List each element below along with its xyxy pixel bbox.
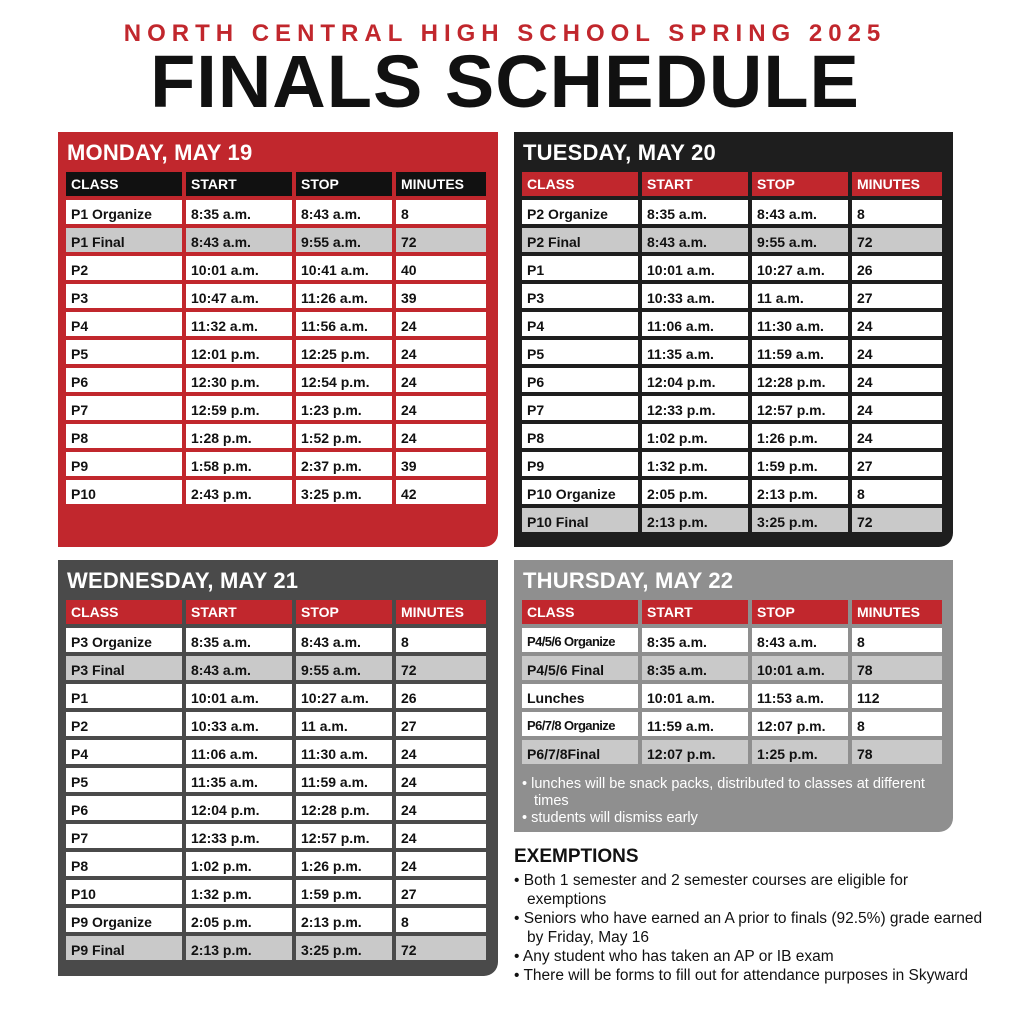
cell-class: P10 Organize <box>522 480 638 504</box>
cell-minutes: 72 <box>396 936 486 960</box>
cell-start: 11:35 a.m. <box>186 768 292 792</box>
cell-class: P4/5/6 Final <box>522 656 638 680</box>
cell-start: 10:33 a.m. <box>186 712 292 736</box>
cell-start: 11:35 a.m. <box>642 340 748 364</box>
cell-minutes: 24 <box>852 340 942 364</box>
cell-class: P7 <box>66 396 182 420</box>
cell-start: 8:43 a.m. <box>186 228 292 252</box>
cell-class: P8 <box>66 852 182 876</box>
column-header-start: START <box>186 600 292 624</box>
day-title: TUESDAY, MAY 20 <box>523 140 716 165</box>
cell-class: P10 <box>66 480 182 504</box>
cell-minutes: 39 <box>396 452 486 476</box>
cell-minutes: 8 <box>852 480 942 504</box>
cell-minutes: 42 <box>396 480 486 504</box>
cell-start: 8:35 a.m. <box>186 200 292 224</box>
cell-start: 10:01 a.m. <box>186 256 292 280</box>
exemption-item: • Any student who has taken an AP or IB exam <box>514 948 834 965</box>
cell-class: P1 <box>522 256 638 280</box>
cell-class: P10 Final <box>522 508 638 532</box>
cell-stop: 11 a.m. <box>296 712 392 736</box>
cell-start: 2:05 p.m. <box>186 908 292 932</box>
tuesday-panel <box>514 132 953 547</box>
column-header-start: START <box>186 172 292 196</box>
cell-minutes: 27 <box>852 284 942 308</box>
column-header-minutes: MINUTES <box>852 600 942 624</box>
cell-minutes: 72 <box>852 508 942 532</box>
cell-minutes: 8 <box>396 908 486 932</box>
column-header-minutes: MINUTES <box>396 172 486 196</box>
wednesday-panel <box>58 560 498 976</box>
column-header-class: CLASS <box>522 172 638 196</box>
day-title: MONDAY, MAY 19 <box>67 140 253 165</box>
cell-stop: 11:53 a.m. <box>752 684 848 708</box>
cell-minutes: 24 <box>396 312 486 336</box>
cell-stop: 1:23 p.m. <box>296 396 392 420</box>
column-header-stop: STOP <box>296 600 392 624</box>
cell-minutes: 40 <box>396 256 486 280</box>
column-header-start: START <box>642 172 748 196</box>
cell-stop: 10:27 a.m. <box>296 684 392 708</box>
exemption-item: • Seniors who have earned an A prior to finals (92.5%) grade earned by Friday, May 16 <box>514 910 983 946</box>
cell-start: 12:33 p.m. <box>186 824 292 848</box>
cell-stop: 10:01 a.m. <box>752 656 848 680</box>
cell-stop: 10:27 a.m. <box>752 256 848 280</box>
cell-start: 8:35 a.m. <box>642 628 748 652</box>
cell-class: P6 <box>66 368 182 392</box>
cell-start: 11:06 a.m. <box>642 312 748 336</box>
cell-class: P1 <box>66 684 182 708</box>
cell-stop: 11:30 a.m. <box>752 312 848 336</box>
cell-class: P4/5/6 Organize <box>522 628 638 652</box>
cell-stop: 8:43 a.m. <box>752 200 848 224</box>
cell-start: 12:07 p.m. <box>642 740 748 764</box>
cell-stop: 11:56 a.m. <box>296 312 392 336</box>
cell-minutes: 24 <box>396 796 486 820</box>
cell-start: 2:43 p.m. <box>186 480 292 504</box>
cell-minutes: 24 <box>396 824 486 848</box>
cell-start: 8:43 a.m. <box>642 228 748 252</box>
cell-start: 1:28 p.m. <box>186 424 292 448</box>
cell-minutes: 8 <box>396 628 486 652</box>
schedule-table <box>66 600 486 960</box>
cell-minutes: 26 <box>396 684 486 708</box>
cell-class: P1 Organize <box>66 200 182 224</box>
cell-stop: 3:25 p.m. <box>296 480 392 504</box>
school-subtitle: NORTH CENTRAL HIGH SCHOOL SPRING 2025 <box>123 20 887 47</box>
cell-minutes: 8 <box>396 200 486 224</box>
cell-stop: 12:57 p.m. <box>752 396 848 420</box>
exemption-item: • Both 1 semester and 2 semester courses are eligible for exemptions <box>514 872 908 908</box>
cell-stop: 9:55 a.m. <box>296 656 392 680</box>
cell-stop: 9:55 a.m. <box>296 228 392 252</box>
cell-stop: 11 a.m. <box>752 284 848 308</box>
cell-stop: 10:41 a.m. <box>296 256 392 280</box>
cell-start: 2:13 p.m. <box>642 508 748 532</box>
cell-stop: 8:43 a.m. <box>296 628 392 652</box>
cell-class: Lunches <box>522 684 638 708</box>
cell-minutes: 8 <box>852 712 942 736</box>
cell-start: 10:47 a.m. <box>186 284 292 308</box>
cell-minutes: 24 <box>396 740 486 764</box>
cell-start: 10:01 a.m. <box>642 256 748 280</box>
cell-class: P9 Final <box>66 936 182 960</box>
cell-class: P3 <box>66 284 182 308</box>
cell-class: P3 <box>522 284 638 308</box>
page-title: FINALS SCHEDULE <box>150 40 860 123</box>
exemptions-section <box>514 846 984 985</box>
column-header-stop: STOP <box>752 172 848 196</box>
cell-start: 8:35 a.m. <box>642 656 748 680</box>
cell-stop: 2:13 p.m. <box>752 480 848 504</box>
cell-start: 12:04 p.m. <box>642 368 748 392</box>
cell-minutes: 24 <box>852 424 942 448</box>
cell-minutes: 39 <box>396 284 486 308</box>
cell-stop: 11:59 a.m. <box>752 340 848 364</box>
note-item: • lunches will be snack packs, distributed to classes at different times <box>522 776 925 809</box>
cell-start: 8:43 a.m. <box>186 656 292 680</box>
day-title: THURSDAY, MAY 22 <box>523 568 734 593</box>
cell-stop: 8:43 a.m. <box>296 200 392 224</box>
cell-stop: 12:54 p.m. <box>296 368 392 392</box>
schedule-table <box>522 172 942 532</box>
cell-stop: 12:57 p.m. <box>296 824 392 848</box>
cell-class: P4 <box>66 312 182 336</box>
schedule-table <box>522 600 942 764</box>
cell-start: 1:32 p.m. <box>186 880 292 904</box>
cell-start: 12:04 p.m. <box>186 796 292 820</box>
cell-start: 12:01 p.m. <box>186 340 292 364</box>
cell-class: P10 <box>66 880 182 904</box>
cell-start: 1:02 p.m. <box>186 852 292 876</box>
cell-class: P4 <box>66 740 182 764</box>
cell-minutes: 24 <box>396 340 486 364</box>
cell-minutes: 24 <box>396 852 486 876</box>
cell-minutes: 24 <box>396 768 486 792</box>
column-header-class: CLASS <box>66 600 182 624</box>
cell-stop: 3:25 p.m. <box>296 936 392 960</box>
cell-minutes: 72 <box>852 228 942 252</box>
cell-minutes: 78 <box>852 656 942 680</box>
cell-minutes: 24 <box>852 312 942 336</box>
cell-start: 1:02 p.m. <box>642 424 748 448</box>
cell-class: P3 Final <box>66 656 182 680</box>
cell-start: 11:06 a.m. <box>186 740 292 764</box>
cell-start: 10:33 a.m. <box>642 284 748 308</box>
cell-stop: 2:37 p.m. <box>296 452 392 476</box>
cell-stop: 1:26 p.m. <box>752 424 848 448</box>
cell-class: P8 <box>522 424 638 448</box>
cell-stop: 8:43 a.m. <box>752 628 848 652</box>
cell-class: P8 <box>66 424 182 448</box>
cell-start: 11:32 a.m. <box>186 312 292 336</box>
cell-start: 2:13 p.m. <box>186 936 292 960</box>
cell-class: P5 <box>66 340 182 364</box>
cell-class: P3 Organize <box>66 628 182 652</box>
cell-minutes: 8 <box>852 628 942 652</box>
thursday-notes <box>522 776 947 827</box>
cell-class: P2 Organize <box>522 200 638 224</box>
note-item: • students will dismiss early <box>522 810 698 826</box>
column-header-class: CLASS <box>522 600 638 624</box>
column-header-minutes: MINUTES <box>396 600 486 624</box>
cell-start: 12:59 p.m. <box>186 396 292 420</box>
cell-minutes: 24 <box>396 424 486 448</box>
cell-class: P7 <box>66 824 182 848</box>
cell-minutes: 27 <box>396 880 486 904</box>
cell-class: P6 <box>522 368 638 392</box>
cell-class: P2 <box>66 256 182 280</box>
thursday-panel <box>514 560 953 832</box>
column-header-class: CLASS <box>66 172 182 196</box>
exemption-item: • There will be forms to fill out for attendance purposes in Skyward <box>514 967 968 984</box>
cell-stop: 1:59 p.m. <box>296 880 392 904</box>
cell-class: P2 Final <box>522 228 638 252</box>
cell-minutes: 72 <box>396 656 486 680</box>
cell-stop: 12:28 p.m. <box>752 368 848 392</box>
cell-start: 11:59 a.m. <box>642 712 748 736</box>
cell-start: 12:30 p.m. <box>186 368 292 392</box>
cell-minutes: 24 <box>396 396 486 420</box>
column-header-start: START <box>642 600 748 624</box>
cell-start: 1:32 p.m. <box>642 452 748 476</box>
cell-stop: 12:07 p.m. <box>752 712 848 736</box>
cell-stop: 3:25 p.m. <box>752 508 848 532</box>
column-header-stop: STOP <box>296 172 392 196</box>
cell-start: 1:58 p.m. <box>186 452 292 476</box>
cell-minutes: 78 <box>852 740 942 764</box>
cell-class: P9 Organize <box>66 908 182 932</box>
cell-stop: 1:26 p.m. <box>296 852 392 876</box>
cell-class: P2 <box>66 712 182 736</box>
cell-stop: 9:55 a.m. <box>752 228 848 252</box>
cell-class: P9 <box>66 452 182 476</box>
column-header-stop: STOP <box>752 600 848 624</box>
cell-class: P5 <box>66 768 182 792</box>
cell-stop: 11:59 a.m. <box>296 768 392 792</box>
cell-minutes: 27 <box>852 452 942 476</box>
cell-start: 2:05 p.m. <box>642 480 748 504</box>
cell-minutes: 8 <box>852 200 942 224</box>
cell-stop: 2:13 p.m. <box>296 908 392 932</box>
day-title: WEDNESDAY, MAY 21 <box>67 568 299 593</box>
cell-class: P6/7/8Final <box>522 740 638 764</box>
cell-stop: 12:28 p.m. <box>296 796 392 820</box>
cell-class: P6 <box>66 796 182 820</box>
cell-start: 8:35 a.m. <box>642 200 748 224</box>
monday-panel <box>58 132 498 547</box>
cell-minutes: 24 <box>852 396 942 420</box>
cell-stop: 11:26 a.m. <box>296 284 392 308</box>
exemptions-title: EXEMPTIONS <box>514 846 639 867</box>
cell-stop: 1:25 p.m. <box>752 740 848 764</box>
cell-class: P5 <box>522 340 638 364</box>
cell-class: P7 <box>522 396 638 420</box>
cell-minutes: 24 <box>396 368 486 392</box>
cell-stop: 11:30 a.m. <box>296 740 392 764</box>
cell-class: P4 <box>522 312 638 336</box>
cell-minutes: 24 <box>852 368 942 392</box>
cell-stop: 12:25 p.m. <box>296 340 392 364</box>
column-header-minutes: MINUTES <box>852 172 942 196</box>
cell-stop: 1:52 p.m. <box>296 424 392 448</box>
cell-start: 10:01 a.m. <box>642 684 748 708</box>
cell-start: 10:01 a.m. <box>186 684 292 708</box>
cell-minutes: 112 <box>852 684 942 708</box>
cell-start: 12:33 p.m. <box>642 396 748 420</box>
cell-minutes: 26 <box>852 256 942 280</box>
cell-stop: 1:59 p.m. <box>752 452 848 476</box>
cell-class: P1 Final <box>66 228 182 252</box>
cell-class: P6/7/8 Organize <box>522 712 638 736</box>
cell-start: 8:35 a.m. <box>186 628 292 652</box>
cell-minutes: 72 <box>396 228 486 252</box>
cell-class: P9 <box>522 452 638 476</box>
schedule-table <box>66 172 486 504</box>
cell-minutes: 27 <box>396 712 486 736</box>
